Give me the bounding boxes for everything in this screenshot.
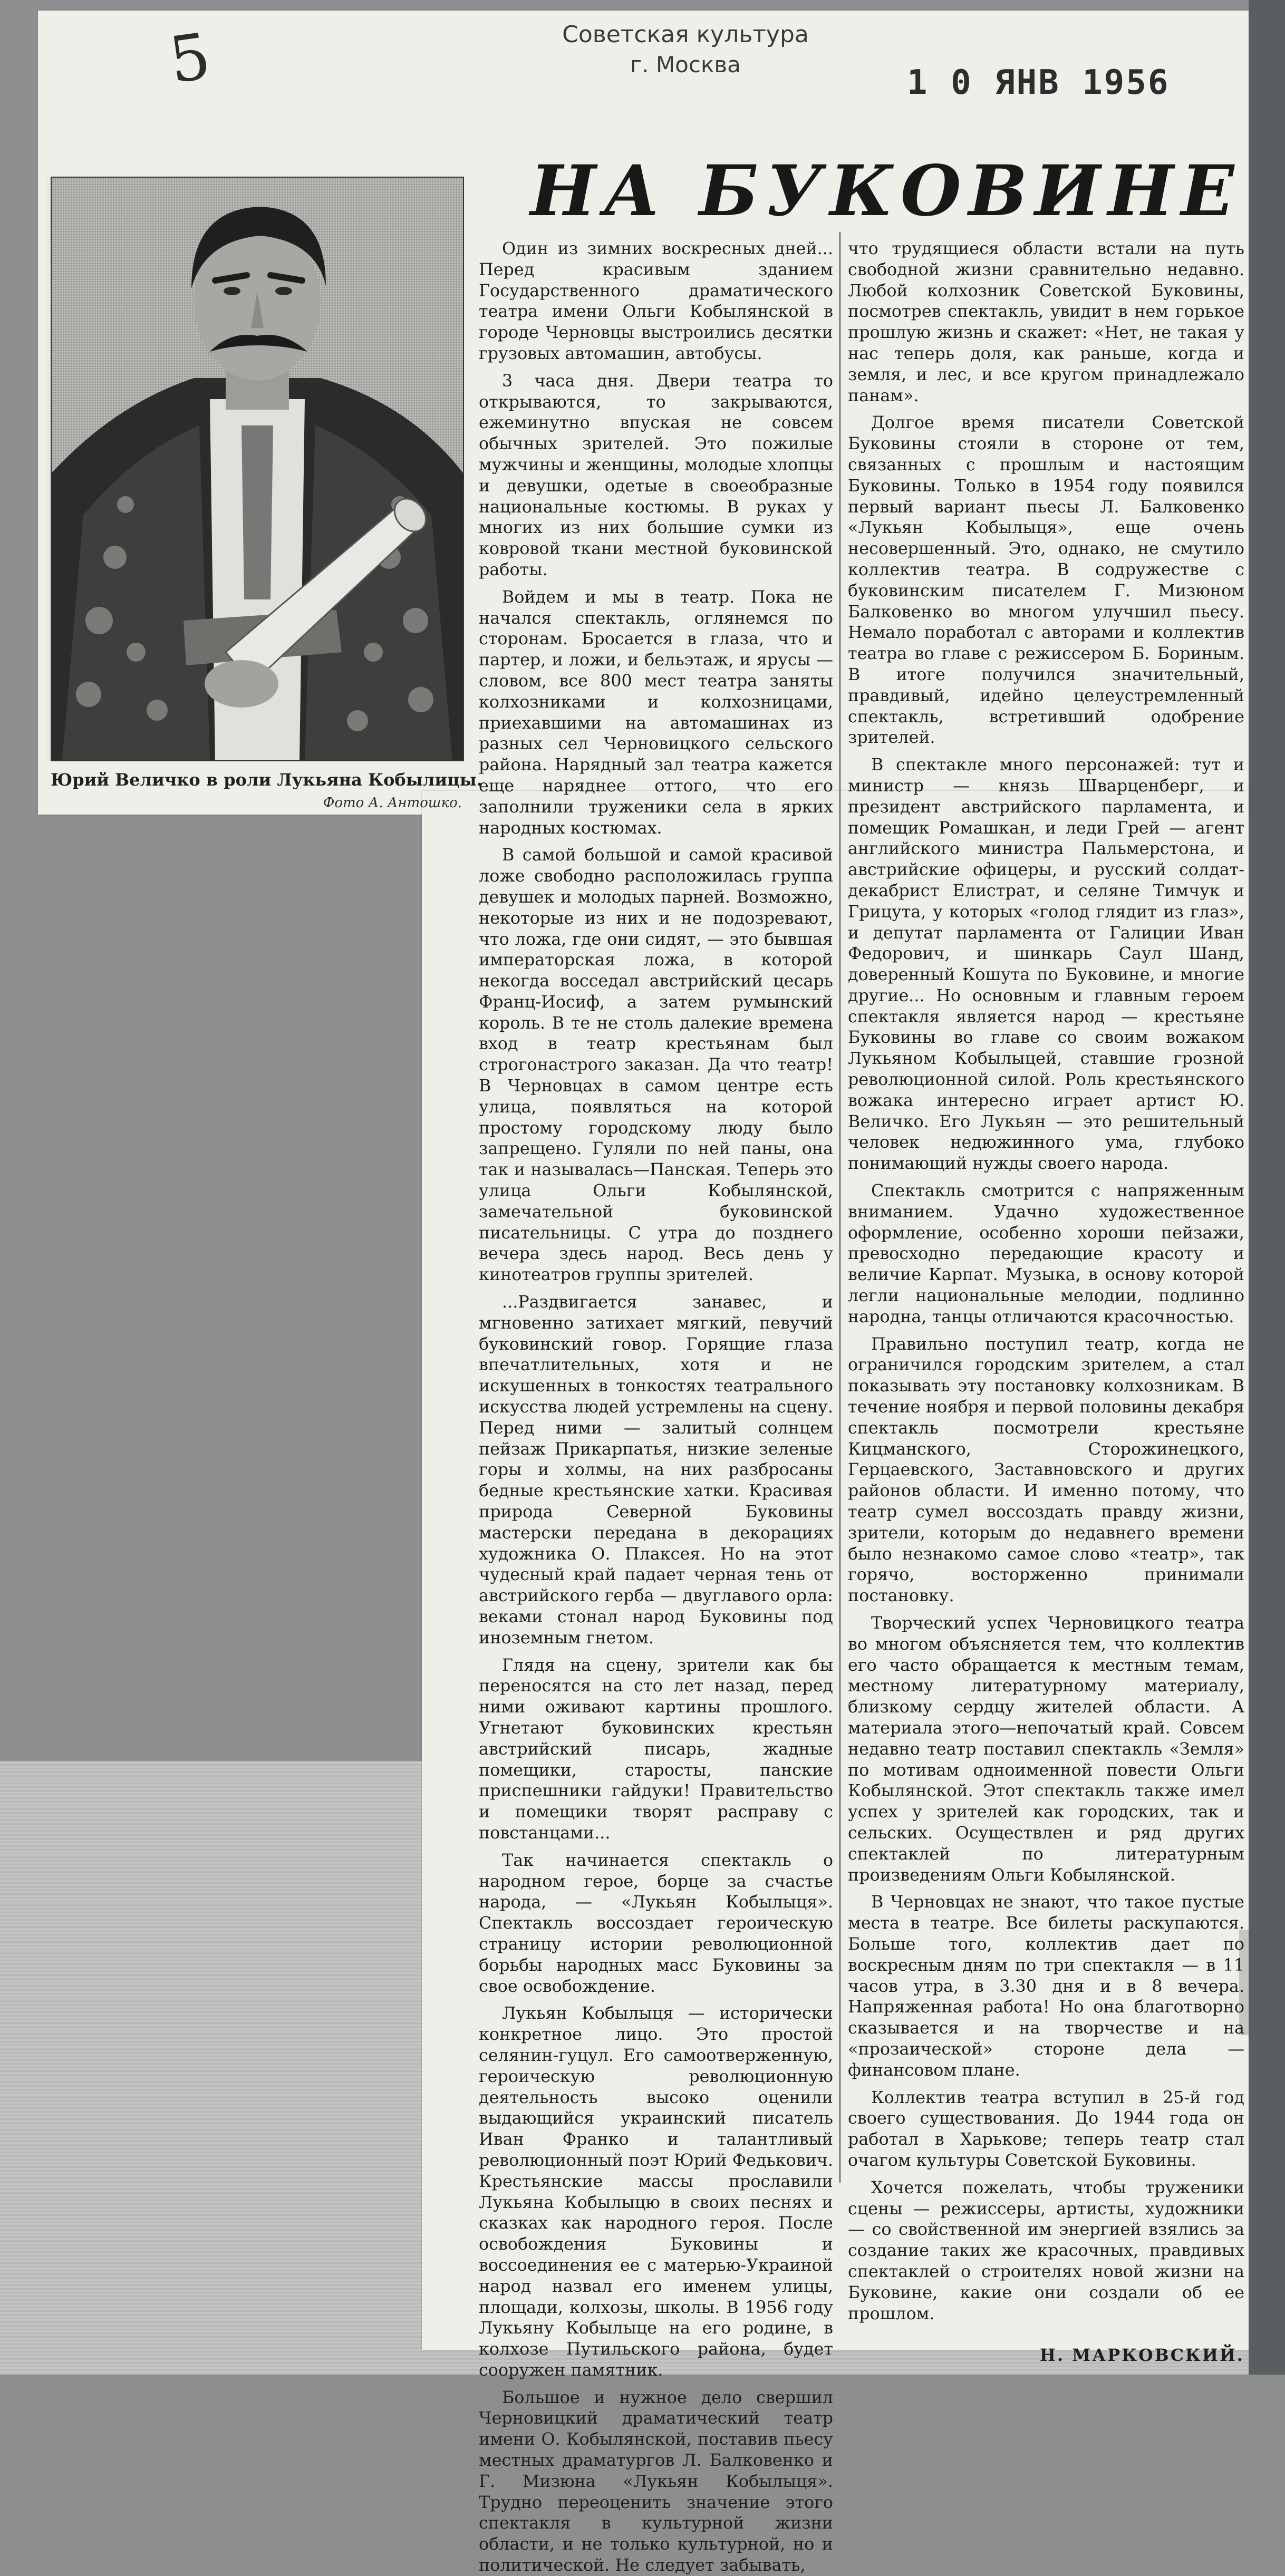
column-divider [839, 232, 840, 2183]
paragraph: Хочется пожелать, чтобы труженики сцены — режиссеры, артисты, художники — со свойственной им энергией взялись за создание таких же красочных, правдивых спектаклей о строителях новой жизни на Буковине, какие они создали об ее прошлом. [848, 2177, 1244, 2323]
paragraph: ...Раздвигается занавес, и мгновенно затихает мягкий, певучий буковинский говор. Горящие глаза впечатлительных, хотя и не искушенных в тонкостях театрального искусства людей устремлены на сцену. Перед ними — залитый солнцем пейзаж Прикарпатья, низкие зеленые горы и холмы, на них разбросаны бедные крестьянские хатки. Красивая природа Северной Буковины мастерски передана в декорациях художника О. Плаксея. Но на этот чудесный край падает черная тень от австрийского герба — двуглавого орла: веками стонал народ Буковины под иноземным гнетом. [479, 1292, 833, 1648]
paragraph: В спектакле много персонажей: тут и министр — князь Шварценберг, и президент австрийского парламента, и помещик Ромашкан, и леди Грей — агент английского министра Пальмерстона, и австрийские офицеры, и русский солдат-декабрист Елистрат, и селяне Тимчук и Грицута, у которых «голод глядит из глаз», и депутат парламента от Галиции Иван Федорович, и шинкарь Саул Шанд, доверенный Кошута по Буковине, и многие другие... Но основным и главным героем спектакля является народ — крестьяне Буковины во главе со своим вожаком Лукьяном Кобылыцей, ставшие грозной революционной силой. Роль крестьянского вожака интересно играет артист Ю. Величко. Его Лукьян — это решительный человек недюжинного ума, глубоко понимающий нужды своего народа. [848, 755, 1244, 1174]
actor-photo [51, 177, 464, 761]
paragraph: 3 часа дня. Двери театра то открываются, то закрываются, ежеминутно впуская не совсем обычных зрителей. Это пожилые мужчины и женщины, молодые хлопцы и девушки, одетые в своеобразные национальные костюмы. В руках у многих из них большие сумки из ковровой ткани местной буковинской работы. [479, 371, 833, 579]
paragraph: что трудящиеся области встали на путь свободной жизни сравнительно недавно. Любой колхозник Советской Буковины, посмотрев спектакль, увидит в нем горькое прошлую жизнь и скажет: «Нет, не такая у нас теперь доля, как раньше, когда и земля, и лес, и все кругом принадлежало панам». [848, 239, 1244, 405]
backing-board-edge [1249, 0, 1285, 2375]
paragraph: Творческий успех Черновицкого театра во многом объясняется тем, что коллектив его часто обращается к местным темам, местному литературному материалу, близкому сердцу жителей области. А материала этого—непочатый край. Совсем недавно театр поставил спектакль «Земля» по мотивам одноименной повести Ольги Кобылянской. Этот спектакль также имел успех у зрителей как городских, так и сельских. Осуществлен и ряд других спектаклей по литературным произведениям Ольги Кобылянской. [848, 1613, 1244, 1885]
paragraph: В Черновцах не знают, что такое пустые места в театре. Все билеты раскупаются. Больше того, коллектив дает по воскресным дням по три спектакля — в 11 часов утра, в 3.30 дня и в 8 вечера. Напряженная работа! Но она благотворно сказывается и на творчестве и на «прозаической» стороне дела — финансовом плане. [848, 1892, 1244, 2080]
article-column-2 [848, 238, 1244, 2366]
paragraph: Глядя на сцену, зрители как бы переносятся на сто лет назад, перед ними оживают картины прошлого. Угнетают буковинских крестьян австрийский писарь, жадные помещики, старосты, панские приспешники гайдуки! Правительство и помещики творят расправу с повстанцами... [479, 1655, 833, 1843]
author-signature: Н. МАРКОВСКИЙ. [1039, 2346, 1244, 2366]
article-column-1 [479, 238, 833, 2575]
date-stamp: 1 0 ЯНВ 1956 [907, 63, 1170, 102]
photo-credit: Фото А. Антошко. [323, 795, 462, 811]
newspaper-city: г. Москва [630, 52, 741, 78]
newspaper-name: Советская культура [562, 21, 809, 48]
paragraph: Так начинается спектакль о народном герое, борце за счастье народа, — «Лукьян Кобылыця». Спектакль воссоздает героическую страницу истории революционной борьбы народных масс Буковины за свое освобождение. [479, 1850, 833, 1996]
paragraph: Лукьян Кобылыця — исторически конкретное лицо. Это простой селянин-гуцул. Его самоотверженную, героическую революционную деятельность высоко оценили выдающийся украинский писатель Иван Франко и талантливый революционный поэт Юрий Федькович. Крестьянские массы прославили Лукьяна Кобылыцю в своих песнях и сказках как народного героя. После освобождения Буковины и воссоединения ее с матерью-Украиной народ назвал его именем улицы, площади, колхозы, школы. В 1956 году Лукьяну Кобылыце на его родине, в колхозе Путильского района, будет сооружен памятник. [479, 2003, 833, 2380]
paragraph: Долгое время писатели Советской Буковины стояли в стороне от тем, связанных с прошлым и настоящим Буковины. Только в 1954 году появился первый вариант пьесы Л. Балковенко «Лукьян Кобылыця», еще очень несовершенный. Это, однако, не смутило коллектив театра. В содружестве с буковинским писателем Г. Мизюном Балковенко во многом улучшил пьесу. Немало поработал с авторами и коллектив театра во главе с режиссером Б. Бориным. В итоге получился значительный, правдивый, идейно целеустремленный спектакль, встретивший одобрение зрителей. [848, 413, 1244, 748]
paragraph: Коллектив театра вступил в 25-й год своего существования. До 1944 года он работал в Харькове; теперь театр стал очагом культуры Советской Буковины. [848, 2087, 1244, 2170]
photo-caption: Юрий Величко в роли Лукьяна Кобылицы. [51, 770, 482, 790]
handwritten-number: 5 [165, 20, 215, 98]
paragraph: Правильно поступил театр, когда не ограничился городским зрителем, а стал показывать эту постановку колхозникам. В течение ноября и первой половины декабря спектакль посмотрели крестьяне Кицманского, Сторожинецкого, Герцаевского, Заставновского и других районов области. И именно потому, что театр сумел воссоздать правду жизни, зрители, которым до недавнего времени было незнакомо самое слово «театр», так горячо, восторженно принимали постановку. [848, 1334, 1244, 1606]
paragraph: Войдем и мы в театр. Пока не начался спектакль, оглянемся по сторонам. Бросается в глаза, что и партер, и ложи, и бельэтаж, и ярусы —словом, все 800 мест театра заняты колхозниками и колхозницами, приехавшими на автомашинах из разных сел Черновицкого сельского района. Нарядный зал театра кажется еще наряднее оттого, что его заполнили труженики села в ярких народных костюмах. [479, 587, 833, 838]
paragraph: Большое и нужное дело свершил Черновицкий драматический театр имени О. Кобылянской, поставив пьесу местных драматургов Л. Балковенко и Г. Мизюна «Лукьян Кобылыця». Трудно переоценить значение этого спектакля в культурной жизни области, и не только культурной, но и политической. Не следует забывать, [479, 2387, 833, 2575]
article-headline: НА БУКОВИНЕ [530, 150, 1242, 232]
paragraph: Спектакль смотрится с напряженным вниманием. Удачно художественное оформление, особенно хороши пейзажи, превосходно передающие красоту и величие Карпат. Музыка, в основу которой легли национальные мелодии, подлинно народна, танцы отличаются красочностью. [848, 1181, 1244, 1326]
paragraph: Один из зимних воскресных дней... Перед красивым зданием Государственного драматического театра имени Ольги Кобылянской в городе Черновцы выстроились десятки грузовых автомашин, автобусы. [479, 239, 833, 363]
paragraph: В самой большой и самой красивой ложе свободно расположилась группа девушек и молодых парней. Возможно, некоторые из них и не подозревают, что ложа, где они сидят, — это бывшая императорская ложа, в которой некогда восседал австрийский цесарь Франц-Иосиф, а затем румынский король. В те не столь далекие времена вход в театр крестьянам был строгонастрого заказан. Да что театр! В Черновцах в самом центре есть улица, появляться на которой простому городскому люду было запрещено. Гуляли по ней паны, она так и называлась—Панская. Теперь это улица Ольги Кобылянской, замечательной буковинской писательницы. С утра до позднего вечера здесь народ. Весь день у кинотеатров группы зрителей. [479, 845, 833, 1285]
